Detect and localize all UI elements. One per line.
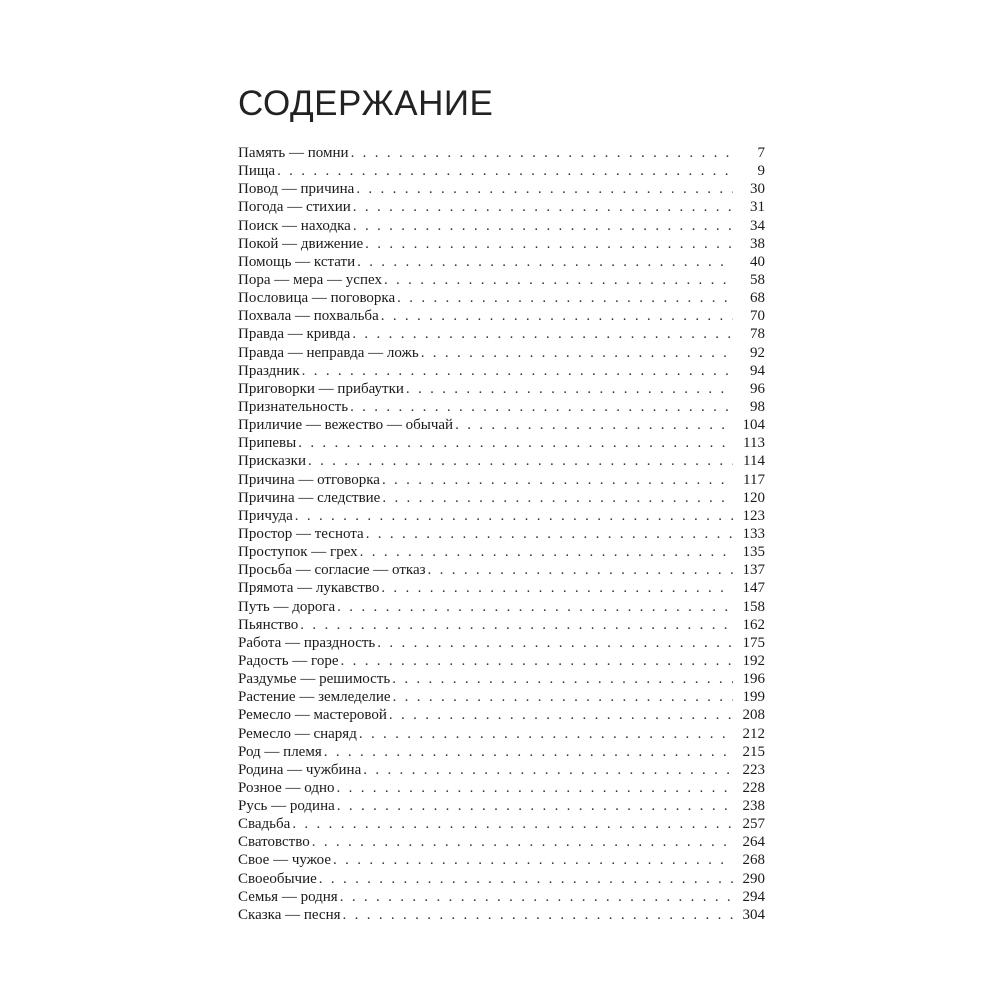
toc-entry-label: Путь — дорога — [238, 598, 336, 615]
toc-entry — [238, 307, 765, 325]
dot-leader — [295, 507, 733, 525]
dot-leader — [365, 235, 733, 253]
toc-entry-label: Семья — родня — [238, 888, 338, 905]
dot-leader — [381, 307, 733, 325]
toc-entry-page: 290 — [742, 870, 765, 887]
toc-entry-label: Память — помни — [238, 145, 349, 161]
dot-leader — [352, 325, 733, 343]
toc-entry — [238, 253, 765, 271]
toc-entry — [238, 489, 765, 507]
toc-entry — [238, 507, 765, 525]
toc-entry-label: Род — племя — [238, 743, 322, 760]
toc-entry — [238, 452, 765, 470]
toc-entry — [238, 471, 765, 489]
dot-leader — [377, 634, 733, 652]
toc-entry-label: Правда — кривда — [238, 326, 351, 343]
dot-leader — [421, 344, 733, 362]
toc-entry-label: Ремесло — снаряд — [238, 725, 357, 742]
toc-entry-label: Поиск — находка — [238, 217, 351, 234]
toc-entry-label: Причина — следствие — [238, 489, 381, 506]
dot-leader — [343, 906, 733, 924]
toc-entry-page: 70 — [750, 308, 765, 325]
toc-entry-page: 133 — [742, 525, 765, 542]
dot-leader — [337, 797, 733, 815]
toc-entry-page: 98 — [750, 398, 765, 415]
toc-entry-label: Присказки — [238, 453, 306, 470]
toc-entry-page: 7 — [757, 145, 765, 161]
dot-leader — [406, 380, 733, 398]
dot-leader — [300, 616, 733, 634]
dot-leader — [393, 688, 733, 706]
toc-entry-page: 199 — [742, 689, 765, 706]
dot-leader — [351, 144, 733, 162]
dot-leader — [389, 706, 733, 724]
toc-entry-page: 268 — [742, 852, 765, 869]
toc-entry — [238, 761, 765, 779]
toc-entry — [238, 198, 765, 216]
toc-entry-page: 30 — [750, 181, 765, 198]
dot-leader — [359, 725, 733, 743]
toc-entry-page: 68 — [750, 290, 765, 307]
toc-entry-page: 147 — [742, 580, 765, 597]
toc-entry-page: 40 — [750, 253, 765, 270]
toc-entry — [238, 561, 765, 579]
dot-leader — [384, 271, 733, 289]
toc-entry — [238, 235, 765, 253]
toc-entry — [238, 634, 765, 652]
toc-entry-page: 38 — [750, 235, 765, 252]
toc-entry-label: Праздник — [238, 362, 300, 379]
toc-entry-label: Похвала — похвальба — [238, 308, 379, 325]
toc-entry — [238, 833, 765, 851]
toc-entry-page: 96 — [750, 380, 765, 397]
toc-entry-label: Простор — теснота — [238, 525, 364, 542]
dot-leader — [382, 489, 733, 507]
toc-entry — [238, 344, 765, 362]
toc-entry-label: Пища — [238, 163, 276, 180]
toc-entry — [238, 398, 765, 416]
dot-leader — [353, 217, 733, 235]
toc-entry — [238, 362, 765, 380]
dot-leader — [363, 761, 733, 779]
toc-entry-page: 264 — [742, 834, 765, 851]
toc-entry-label: Сказка — песня — [238, 906, 341, 923]
toc-entry-page: 114 — [743, 453, 765, 470]
toc-entry-label: Пословица — поговорка — [238, 290, 396, 307]
toc-entry-label: Припевы — [238, 435, 297, 452]
toc-entry — [238, 434, 765, 452]
dot-leader — [357, 253, 733, 271]
dot-leader — [308, 452, 733, 470]
toc-entry-label: Работа — праздность — [238, 634, 376, 651]
toc-entry-label: Прямота — лукавство — [238, 580, 380, 597]
dot-leader — [353, 198, 733, 216]
toc-entry-page: 78 — [750, 326, 765, 343]
dot-leader — [397, 289, 733, 307]
dot-leader — [366, 525, 733, 543]
table-of-contents — [238, 144, 765, 924]
toc-entry-page: 212 — [742, 725, 765, 742]
toc-entry-label: Пора — мера — успех — [238, 271, 382, 288]
toc-entry-page: 94 — [750, 362, 765, 379]
toc-entry-page: 104 — [742, 417, 765, 434]
dot-leader — [324, 743, 733, 761]
dot-leader — [340, 888, 733, 906]
toc-entry-page: 162 — [742, 616, 765, 633]
toc-entry-label: Признательность — [238, 398, 349, 415]
toc-entry-label: Покой — движение — [238, 235, 364, 252]
toc-entry-label: Помощь — кстати — [238, 253, 356, 270]
toc-entry-page: 223 — [742, 761, 765, 778]
dot-leader — [319, 870, 733, 888]
toc-entry-page: 304 — [742, 906, 765, 923]
dot-leader — [360, 543, 733, 561]
dot-leader — [455, 416, 733, 434]
dot-leader — [356, 180, 733, 198]
toc-entry-page: 158 — [742, 598, 765, 615]
toc-entry-label: Причина — отговорка — [238, 471, 380, 488]
dot-leader — [292, 815, 733, 833]
toc-entry — [238, 779, 765, 797]
toc-entry-label: Причуда — [238, 507, 293, 524]
dot-leader — [277, 162, 733, 180]
toc-entry — [238, 217, 765, 235]
toc-entry-label: Сватовство — [238, 834, 310, 851]
toc-entry — [238, 598, 765, 616]
dot-leader — [341, 652, 734, 670]
toc-entry — [238, 180, 765, 198]
toc-entry — [238, 289, 765, 307]
toc-entry — [238, 797, 765, 815]
dot-leader — [392, 670, 733, 688]
toc-entry-page: 135 — [742, 544, 765, 561]
toc-entry-label: Погода — стихии — [238, 199, 351, 216]
dot-leader — [337, 598, 733, 616]
toc-entry-page: 192 — [742, 652, 765, 669]
toc-entry-label: Родина — чужбина — [238, 761, 362, 778]
toc-entry-label: Ремесло — мастеровой — [238, 707, 387, 724]
toc-entry-label: Раздумье — решимость — [238, 671, 391, 688]
toc-entry — [238, 380, 765, 398]
toc-entry — [238, 162, 765, 180]
dot-leader — [337, 779, 734, 797]
toc-entry — [238, 670, 765, 688]
toc-entry — [238, 888, 765, 906]
dot-leader — [302, 362, 733, 380]
toc-entry-page: 294 — [742, 888, 765, 905]
toc-entry — [238, 144, 765, 162]
toc-entry-page: 215 — [742, 743, 765, 760]
toc-entry — [238, 906, 765, 924]
toc-entry-page: 92 — [750, 344, 765, 361]
toc-entry-label: Свадьба — [238, 816, 291, 833]
toc-entry-label: Своеобычие — [238, 870, 317, 887]
toc-entry-page: 228 — [742, 779, 765, 796]
toc-entry-label: Растение — земледелие — [238, 689, 391, 706]
toc-entry-label: Свое — чужое — [238, 852, 332, 869]
toc-entry — [238, 579, 765, 597]
toc-entry-page: 113 — [743, 435, 765, 452]
toc-entry-label: Правда — неправда — ложь — [238, 344, 419, 361]
dot-leader — [312, 833, 733, 851]
page-title: СОДЕРЖАНИЕ — [238, 84, 494, 123]
toc-entry — [238, 652, 765, 670]
toc-entry-page: 120 — [742, 489, 765, 506]
toc-entry-label: Розное — одно — [238, 779, 335, 796]
toc-entry-label: Приличие — вежество — обычай — [238, 417, 454, 434]
toc-entry-label: Повод — причина — [238, 181, 355, 198]
toc-entry-page: 31 — [750, 199, 765, 216]
toc-entry-page: 9 — [757, 163, 765, 180]
toc-entry-page: 117 — [743, 471, 765, 488]
toc-entry — [238, 851, 765, 869]
dot-leader — [350, 398, 733, 416]
toc-entry-page: 137 — [742, 562, 765, 579]
toc-entry-page: 208 — [742, 707, 765, 724]
toc-entry-page: 34 — [750, 217, 765, 234]
dot-leader — [382, 471, 733, 489]
toc-entry-page: 257 — [742, 816, 765, 833]
toc-entry — [238, 815, 765, 833]
toc-entry-page: 238 — [742, 798, 765, 815]
dot-leader — [333, 851, 733, 869]
toc-entry — [238, 543, 765, 561]
toc-entry-page: 58 — [750, 271, 765, 288]
dot-leader — [298, 434, 733, 452]
toc-entry-label: Радость — горе — [238, 652, 339, 669]
toc-entry — [238, 325, 765, 343]
toc-entry-label: Проступок — грех — [238, 544, 358, 561]
toc-entry — [238, 706, 765, 724]
toc-entry — [238, 416, 765, 434]
toc-entry — [238, 525, 765, 543]
toc-entry — [238, 725, 765, 743]
toc-entry — [238, 616, 765, 634]
toc-entry-page: 196 — [742, 671, 765, 688]
dot-leader — [381, 579, 733, 597]
toc-entry-page: 123 — [742, 507, 765, 524]
toc-entry-label: Русь — родина — [238, 798, 335, 815]
toc-entry — [238, 271, 765, 289]
toc-entry — [238, 870, 765, 888]
toc-entry-label: Пьянство — [238, 616, 299, 633]
toc-entry — [238, 688, 765, 706]
dot-leader — [428, 561, 733, 579]
toc-entry-label: Приговорки — прибаутки — [238, 380, 404, 397]
toc-entry-page: 175 — [742, 634, 765, 651]
toc-entry — [238, 743, 765, 761]
toc-entry-label: Просьба — согласие — отказ — [238, 562, 426, 579]
